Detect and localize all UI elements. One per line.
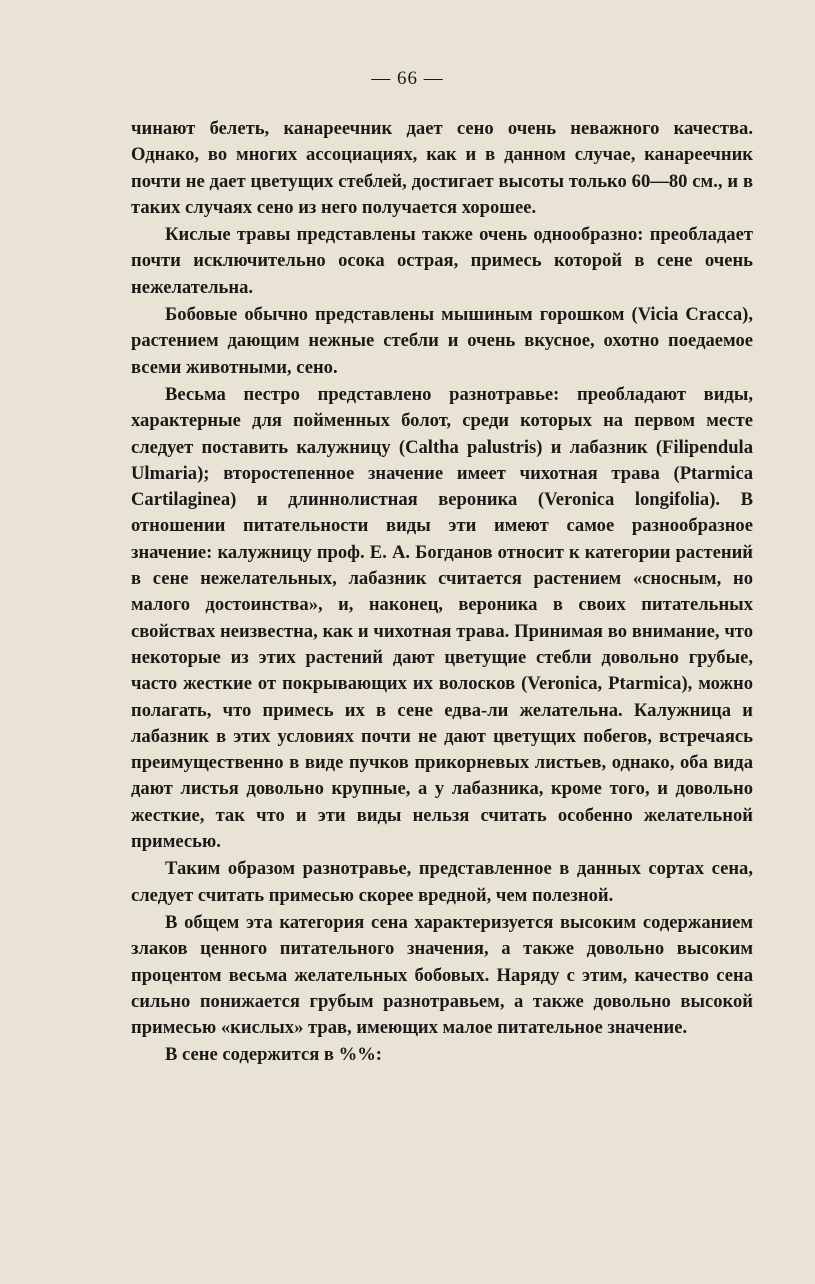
paragraph: Весьма пестро представлено разнотравье: преобладают виды, характерные для пойменных болот, среди которых на первом месте следует поставить калужницу (Caltha palustris) и лабазник (Filipendula Ulmaria); второстепенное значение имеет чихотная трава (Ptarmica Cartilaginea) и длиннолистная вероника (Veronica longifolia). В отношении питательности виды эти имеют самое разнообразное значение: калужницу проф. Е. А. Богданов относит к категории растений в сене нежелательных, лабазник считается растением «сносным, но малого достоинства», и, наконец, вероника в своих питательных свойствах неизвестна, как и чихотная трава. Принимая во внимание, что некоторые из этих растений дают цветущие стебли довольно грубые, часто жесткие от покрывающих их волосков (Veronica, Ptarmica), можно полагать, что примесь их в сене едва-ли желательна. Калужница и лабазник в этих условиях почти не дают цветущих побегов, встречаясь преимущественно в виде пучков прикорневых листьев, однако, оба вида дают листья довольно крупные, а у лабазника, кроме того, и довольно жесткие, так что и эти виды нельзя считать особенно желательной примесью. [131, 383, 753, 853]
body-text [131, 116, 753, 1069]
paragraph: Таким образом разнотравье, представленное в данных сортах сена, следует считать примесью скорее вредной, чем полезной. [131, 858, 753, 906]
paragraph: Бобовые обычно представлены мышиным горошком (Vicia Cracca), растением дающим нежные стебли и очень вкусное, охотно поедаемое всеми животными, сено. [131, 304, 753, 378]
paragraph: чинают белеть, канареечник дает сено очень неважного качества. Однако, во многих ассоциациях, как и в данном случае, канареечник почти не дает цветущих стеблей, достигает высоты только 60—80 см., и в таких случаях сено из него получается хорошее. [131, 118, 753, 218]
page-number: — 66 — [371, 68, 444, 89]
paragraph: В сене содержится в %%: [165, 1044, 382, 1066]
paragraph: Кислые травы представлены также очень однообразно: преобладает почти исключительно осока острая, примесь которой в сене очень нежелательна. [131, 224, 753, 298]
paragraph: В общем эта категория сена характеризуется высоким содержанием злаков ценного питательного значения, а также довольно высоким процентом весьма желательных бобовых. Наряду с этим, качество сена сильно понижается грубым разнотравьем, а также довольно высокой примесью «кислых» трав, имеющих малое питательное значение. [131, 911, 753, 1039]
